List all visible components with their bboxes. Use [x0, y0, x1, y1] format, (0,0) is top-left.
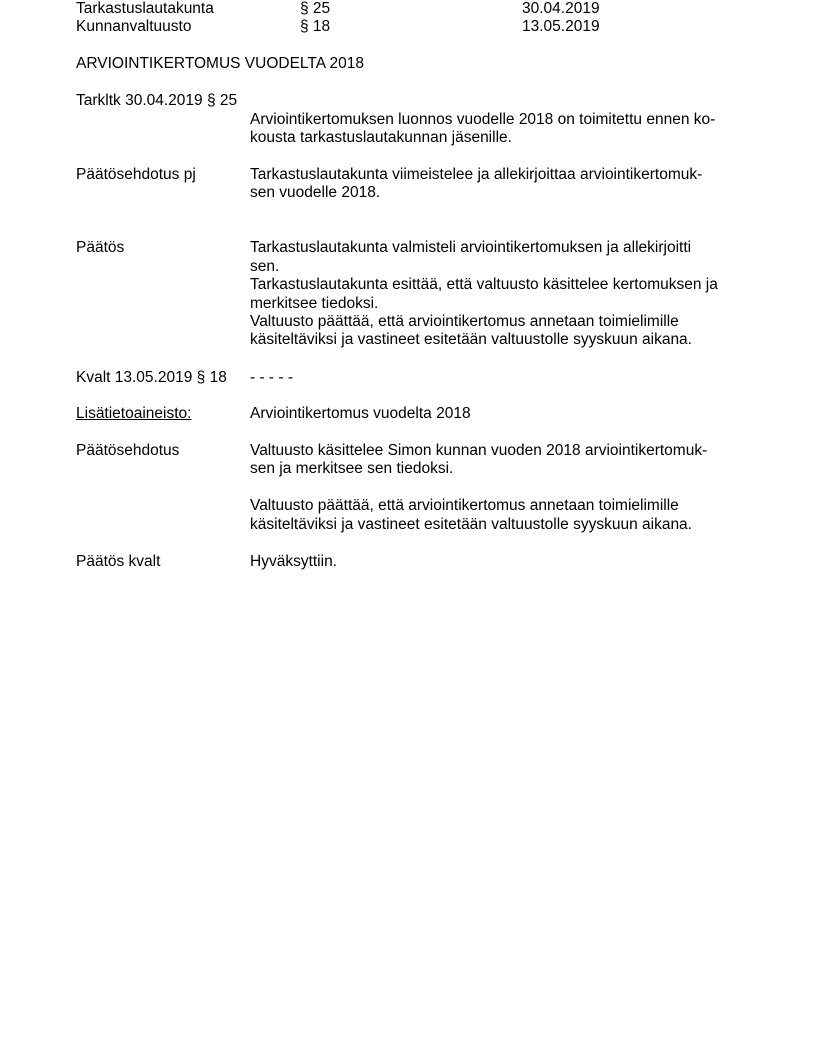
tarkltk-text-line: Arviointikertomuksen luonnos vuodelle 2018 on toimitettu ennen ko-: [250, 111, 716, 128]
header-section-number: § 25: [300, 0, 331, 17]
paatos-kvalt-label: Päätös kvalt: [76, 553, 161, 570]
kvalt-text: - - - - -: [250, 369, 294, 386]
paatos-text-line: Tarkastuslautakunta valmisteli arviointikertomuksen ja allekirjoitti: [250, 239, 692, 256]
document-title: ARVIOINTIKERTOMUS VUODELTA 2018: [76, 55, 364, 72]
header-body-name: Tarkastuslautakunta: [76, 0, 214, 17]
tarkltk-text-line: kousta tarkastuslautakunnan jäsenille.: [250, 129, 512, 146]
tarkltk-label: Tarkltk 30.04.2019 § 25: [76, 92, 238, 109]
header-section-number: § 18: [300, 18, 331, 35]
ehdotus-text-line: käsiteltäviksi ja vastineet esitetään valtuustolle syyskuun aikana.: [250, 516, 692, 533]
ehdotus-text-line: Valtuusto käsittelee Simon kunnan vuoden 2018 arviointikertomuk-: [250, 442, 708, 459]
kvalt-label: Kvalt 13.05.2019 § 18: [76, 369, 227, 386]
header-date: 13.05.2019: [522, 18, 600, 35]
paatos-text-line: Valtuusto päättää, että arviointikertomus annetaan toimielimille: [250, 313, 679, 330]
paatos-kvalt-text: Hyväksyttiin.: [250, 553, 337, 570]
ehdotus-pj-text-line: sen vuodelle 2018.: [250, 184, 381, 201]
ehdotus-pj-label: Päätösehdotus pj: [76, 166, 196, 183]
ehdotus-pj-text-line: Tarkastuslautakunta viimeistelee ja allekirjoittaa arviointikertomuk-: [250, 166, 703, 183]
lisatieto-text: Arviointikertomus vuodelta 2018: [250, 405, 471, 422]
paatos-label: Päätös: [76, 239, 125, 256]
lisatieto-label: Lisätietoaineisto:: [76, 405, 192, 422]
paatos-text-line: sen.: [250, 258, 280, 275]
ehdotus-text-line: Valtuusto päättää, että arviointikertomus annetaan toimielimille: [250, 497, 679, 514]
paatos-text-line: Tarkastuslautakunta esittää, että valtuusto käsittelee kertomuksen ja: [250, 276, 718, 293]
paatos-text-line: käsiteltäviksi ja vastineet esitetään valtuustolle syyskuun aikana.: [250, 331, 692, 348]
ehdotus-label: Päätösehdotus: [76, 442, 180, 459]
header-date: 30.04.2019: [522, 0, 600, 17]
ehdotus-text-line: sen ja merkitsee sen tiedoksi.: [250, 460, 454, 477]
paatos-text-line: merkitsee tiedoksi.: [250, 295, 379, 312]
header-body-name: Kunnanvaltuusto: [76, 18, 192, 35]
